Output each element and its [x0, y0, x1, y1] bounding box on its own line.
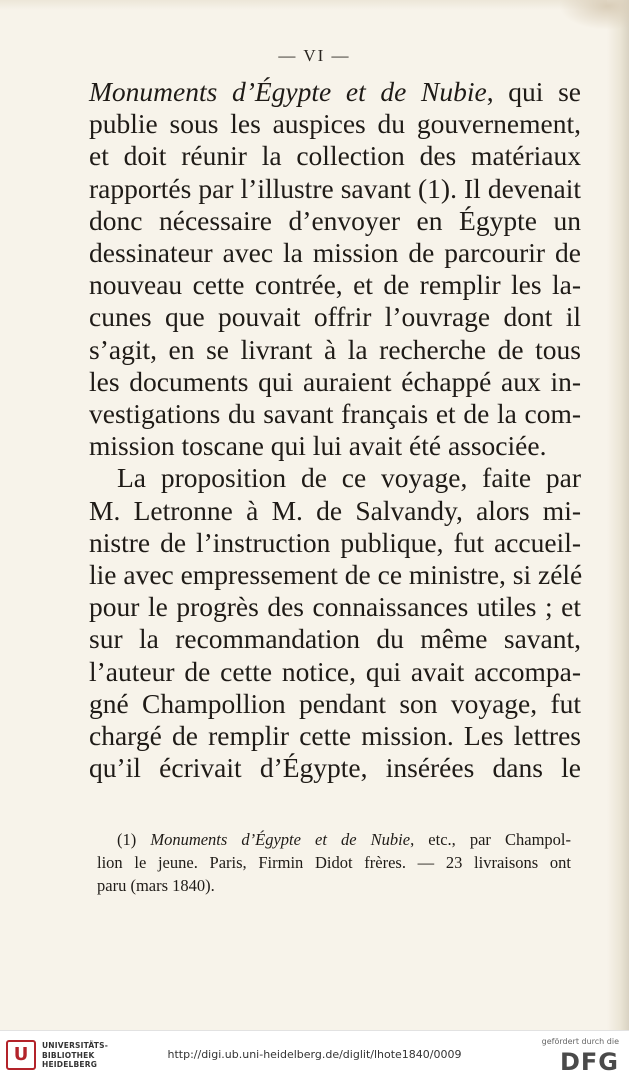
text-line: s’agit, en se livrant à la recherche de tous	[89, 333, 581, 365]
text-line: rapportés par l’illustre savant (1). Il devenait	[89, 172, 581, 204]
text-run: (1)	[117, 830, 151, 849]
text-line: La proposition de ce voyage, faite par	[117, 462, 581, 494]
university-logo-icon[interactable]: U	[6, 1040, 36, 1070]
university-name-line: HEIDELBERG	[42, 1060, 98, 1069]
text-line: pour le progrès des connaissances utiles ; et	[89, 591, 581, 623]
text-line: nouveau cette contrée, et de remplir les la-	[89, 269, 581, 301]
text-line: sur la recommandation du même savant,	[89, 623, 581, 655]
text-line: vestigations du savant français et de la com-	[89, 398, 581, 430]
page-number-header: — VI —	[278, 46, 351, 65]
university-name-line: UNIVERSITÄTS-	[42, 1041, 109, 1050]
italic-title: Monuments d’Égypte et de Nubie	[150, 830, 411, 849]
text-line: et doit réunir la collection des matériaux	[89, 140, 581, 172]
text-line: lie avec empressement de ce ministre, si zélé	[89, 559, 583, 591]
page-right-edge	[607, 0, 629, 1030]
text-line: cunes que pouvait offrir l’ouvrage dont il	[89, 301, 581, 333]
text-line: l’auteur de cette notice, qui avait accompa-	[89, 655, 581, 687]
page-top-shadow	[0, 0, 629, 10]
text-line: gné Champollion pendant son voyage, fut	[89, 687, 581, 719]
text-line: chargé de remplir cette mission. Les lettres	[89, 720, 581, 752]
footnote-line: paru (mars 1840).	[97, 876, 215, 895]
library-footer	[0, 1030, 629, 1080]
paper-stain	[559, 0, 629, 30]
body-text	[89, 76, 581, 784]
text-line	[89, 76, 581, 108]
text-line: M. Letronne à M. de Salvandy, alors mi-	[89, 494, 581, 526]
text-line: les documents qui auraient échappé aux in-	[89, 365, 581, 397]
text-line: mission toscane qui lui avait été associée.	[89, 430, 547, 462]
text-line: dessinateur avec la mission de parcourir de	[89, 237, 581, 269]
permalink-url[interactable]: http://digi.ub.uni-heidelberg.de/diglit/lhote1840/0009	[167, 1048, 462, 1061]
text-run: , qui se	[486, 76, 581, 107]
dfg-logo-icon[interactable]: DFG	[559, 1048, 619, 1076]
text-run: , etc., par Champol-	[410, 830, 571, 849]
footnote-line: lion le jeune. Paris, Firmin Didot frères. — 23 livraisons ont	[97, 853, 571, 872]
university-name-line: BIBLIOTHEK	[42, 1050, 95, 1060]
funded-by-label: gefördert durch die	[541, 1037, 619, 1046]
text-line: publie sous les auspices du gouvernement,	[89, 108, 581, 140]
footnote-line	[97, 828, 571, 851]
footnote	[97, 828, 571, 897]
italic-title: Monuments d’Égypte et de Nubie	[89, 76, 487, 107]
text-line: qu’il écrivait d’Égypte, insérées dans le	[89, 752, 581, 784]
text-line: donc nécessaire d’envoyer en Égypte un	[89, 204, 581, 236]
text-line: nistre de l’instruction publique, fut accueil-	[89, 526, 581, 558]
